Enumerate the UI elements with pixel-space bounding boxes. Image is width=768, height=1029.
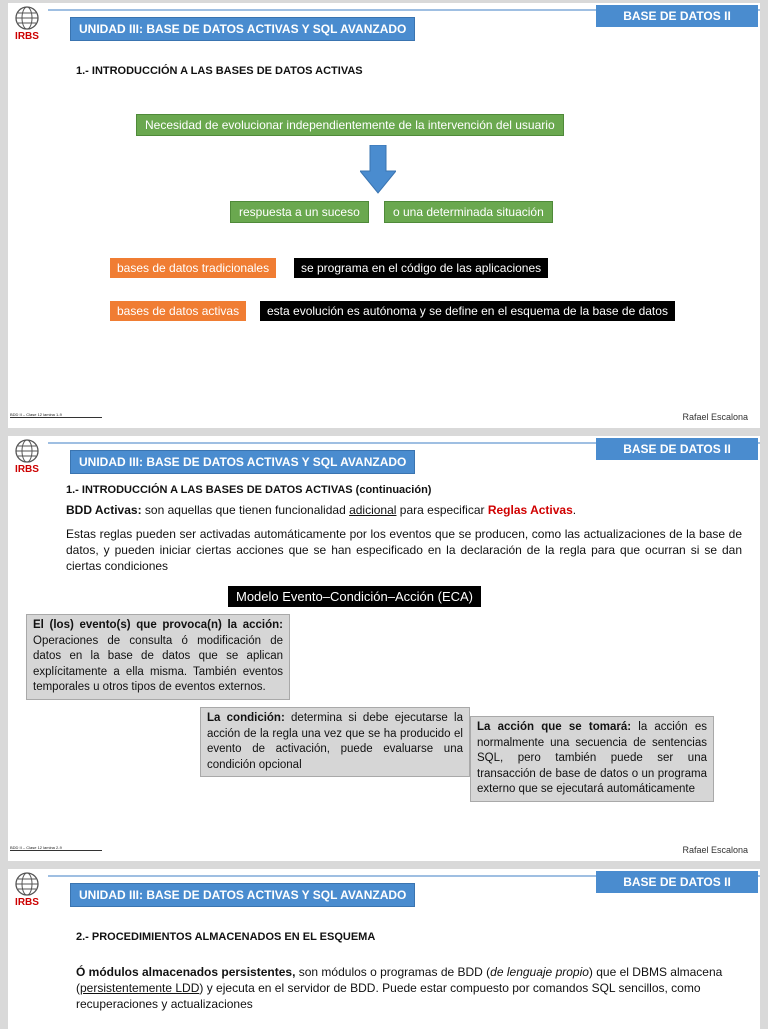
condition-title: La condición: [207, 712, 285, 724]
unit-title: UNIDAD III: BASE DE DATOS ACTIVAS Y SQL AVANZADO [70, 883, 415, 907]
traditional-db-label: bases de datos tradicionales [110, 258, 276, 278]
event-title: El (los) evento(s) que provoca(n) la acción: [33, 619, 283, 631]
rules-paragraph: Estas reglas pueden ser activadas automáticamente por los eventos que se producen, como las actualizaciones de la base de datos, y pueden iniciar ciertas acciones que se han especificado en la declaración de la regla para que ocurran si se dan ciertas condiciones [66, 527, 742, 573]
footer-slide-ref: BDD II – Clase 12 lamina 1-9 [10, 412, 102, 418]
procedures-text-3: ) y ejecuta en el servidor de BDD. Puede estar compuesto por comandos SQL sencillos, como recuperaciones y actualizaciones [76, 981, 701, 1011]
definition-underlined: adicional [349, 503, 397, 517]
procedures-text-1: son módulos o programas de BDD ( [295, 965, 491, 979]
down-arrow-icon [360, 145, 396, 195]
course-tab: BASE DE DATOS II [596, 871, 758, 893]
unit-title: UNIDAD III: BASE DE DATOS ACTIVAS Y SQL AVANZADO [70, 450, 415, 474]
situation-box: o una determinada situación [384, 201, 553, 223]
slide-heading: 1.- INTRODUCCIÓN A LAS BASES DE DATOS ACTIVAS [76, 65, 363, 77]
globe-logo-icon [8, 5, 46, 41]
action-text: la acción es normalmente una secuencia de sentencias SQL, pero también puede ser una transacción de base de datos o un programa externo que se ejecutará automáticamente [477, 721, 707, 795]
procedures-italic: de lenguaje propio [490, 965, 589, 979]
bdd-active-definition [66, 502, 746, 518]
definition-red-term: Reglas Activas [487, 503, 573, 517]
footer-author: Rafael Escalona [682, 845, 748, 855]
slide-heading: 1.- INTRODUCCIÓN A LAS BASES DE DATOS ACTIVAS (continuación) [66, 484, 432, 496]
logo-text: IRBS [15, 897, 39, 907]
action-title: La acción que se tomará: [477, 721, 632, 733]
globe-logo-icon [8, 438, 46, 474]
condition-text: determina si debe ejecutarse la acción de la regla una vez que se ha producido el evento de activación, puede evaluarse una condición opcional [207, 712, 463, 771]
definition-text-1: son aquellas que tienen funcionalidad [141, 503, 350, 517]
event-box [26, 614, 290, 700]
logo-text: IRBS [15, 31, 39, 41]
slide-1 [8, 3, 760, 428]
procedures-paragraph [76, 964, 732, 1012]
definition-label: BDD Activas: [66, 503, 142, 517]
event-text: Operaciones de consulta ó modificación de datos en la base de datos que se aplican explícitamente a ella misma. También eventos temporales u otros tipos de eventos externos. [33, 634, 283, 693]
logo-text: IRBS [15, 464, 39, 474]
traditional-db-desc: se programa en el código de las aplicaciones [294, 258, 548, 278]
need-box: Necesidad de evolucionar independientemente de la intervención del usuario [136, 114, 564, 136]
definition-end: . [572, 503, 577, 517]
active-db-label: bases de datos activas [110, 301, 246, 321]
procedures-bold: Ó módulos almacenados persistentes, [76, 965, 296, 979]
definition-text-2: para especificar [396, 503, 488, 517]
course-tab: BASE DE DATOS II [596, 5, 758, 27]
footer-author: Rafael Escalona [682, 412, 748, 422]
course-tab: BASE DE DATOS II [596, 438, 758, 460]
procedures-text-2: ) que el DBMS almacena ( [76, 965, 723, 995]
action-box [470, 716, 714, 802]
eca-title: Modelo Evento–Condición–Acción (ECA) [228, 586, 481, 607]
condition-box [200, 707, 470, 777]
unit-title: UNIDAD III: BASE DE DATOS ACTIVAS Y SQL AVANZADO [70, 17, 415, 41]
footer-slide-ref: BDD II – Clase 12 lamina 2-9 [10, 845, 102, 851]
response-box: respuesta a un suceso [230, 201, 369, 223]
active-db-desc: esta evolución es autónoma y se define en el esquema de la base de datos [260, 301, 675, 321]
slide-3 [8, 869, 760, 1029]
globe-logo-icon [8, 871, 46, 907]
procedures-underlined: persistentemente LDD [80, 981, 200, 995]
slide-heading: 2.- PROCEDIMIENTOS ALMACENADOS EN EL ESQUEMA [76, 931, 376, 943]
slide-2 [8, 436, 760, 861]
